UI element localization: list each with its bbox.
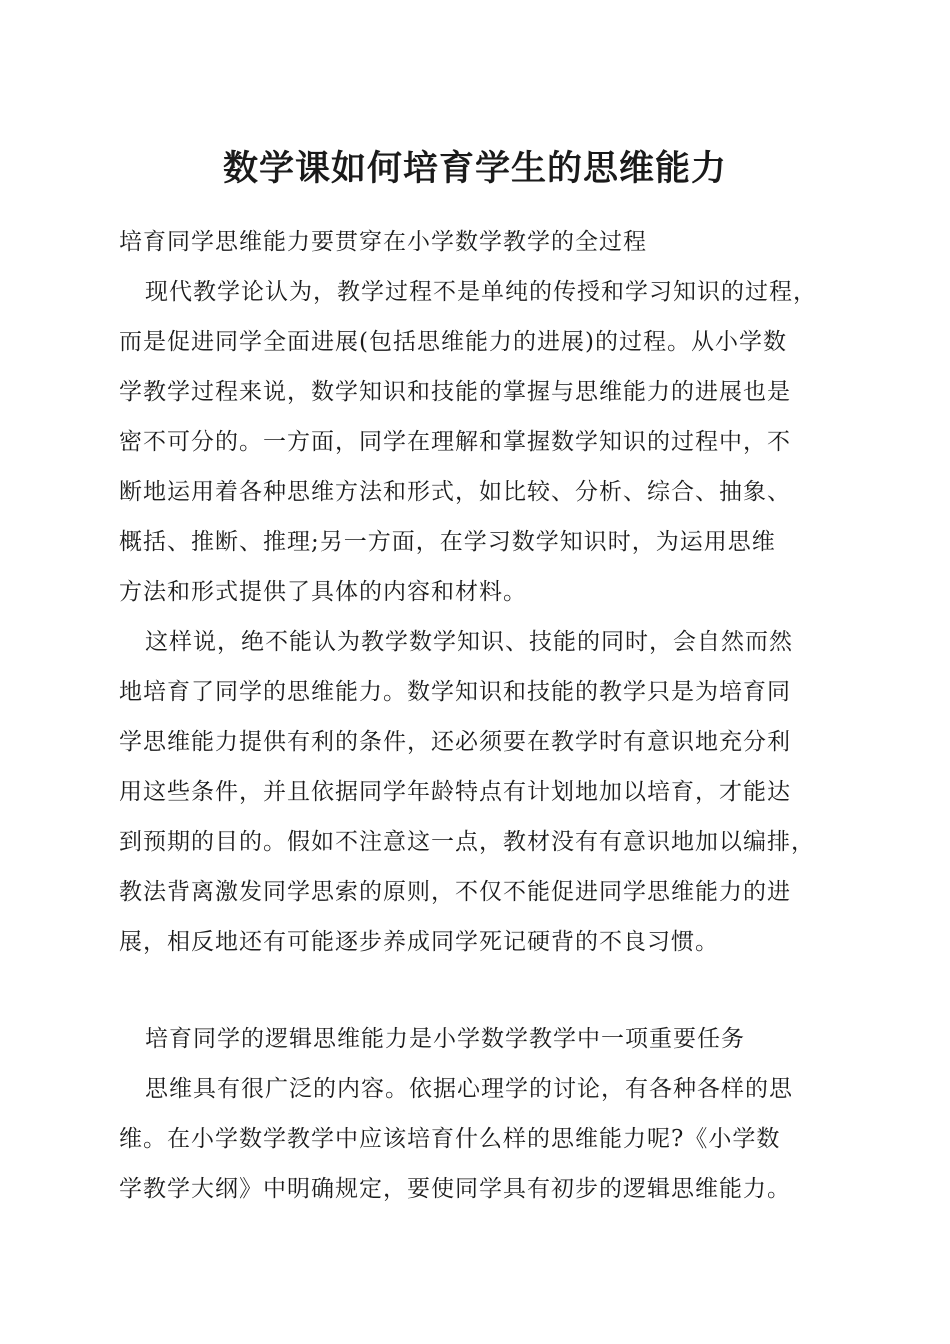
paragraph-line: 教法背离激发同学思索的原则，不仅不能促进同学思维能力的进 [119,879,791,905]
paragraph-line: 展，相反地还有可能逐步养成同学死记硬背的不良习惯。 [119,929,719,955]
paragraph-line: 概括、推断、推理;另一方面，在学习数学知识时，为运用思维 [119,529,776,555]
paragraph-line: 到预期的目的。假如不注意这一点，教材没有有意识地加以编排， [119,829,815,855]
paragraph-line: 现代教学论认为，教学过程不是单纯的传授和学习知识的过程， [145,279,817,305]
paragraph-line: 密不可分的。一方面，同学在理解和掌握数学知识的过程中，不 [119,429,791,455]
paragraph-line: 用这些条件，并且依据同学年龄特点有计划地加以培育，才能达 [119,779,791,805]
document-title: 数学课如何培育学生的思维能力 [222,148,727,189]
paragraph-line: 断地运用着各种思维方法和形式，如比较、分析、综合、抽象、 [119,479,791,505]
paragraph-line: 方法和形式提供了具体的内容和材料。 [119,579,527,605]
paragraph-line: 地培育了同学的思维能力。数学知识和技能的教学只是为培育同 [119,679,791,705]
paragraph-line: 思维具有很广泛的内容。依据心理学的讨论，有各种各样的思 [145,1076,793,1102]
paragraph-line: 学教学过程来说，数学知识和技能的掌握与思维能力的进展也是 [119,379,791,405]
paragraph-line: 学思维能力提供有利的条件，还必须要在教学时有意识地充分利 [119,729,791,755]
paragraph-line: 这样说，绝不能认为教学数学知识、技能的同时，会自然而然 [145,629,793,655]
section-heading: 培育同学思维能力要贯穿在小学数学教学的全过程 [119,229,647,255]
paragraph-line: 而是促进同学全面进展(包括思维能力的进展)的过程。从小学数 [119,329,787,355]
paragraph-line: 维。在小学数学教学中应该培育什么样的思维能力呢?《小学数 [119,1126,781,1152]
section-heading: 培育同学的逻辑思维能力是小学数学教学中一项重要任务 [145,1026,745,1052]
paragraph-line: 学教学大纲》中明确规定，要使同学具有初步的逻辑思维能力。 [119,1176,791,1202]
